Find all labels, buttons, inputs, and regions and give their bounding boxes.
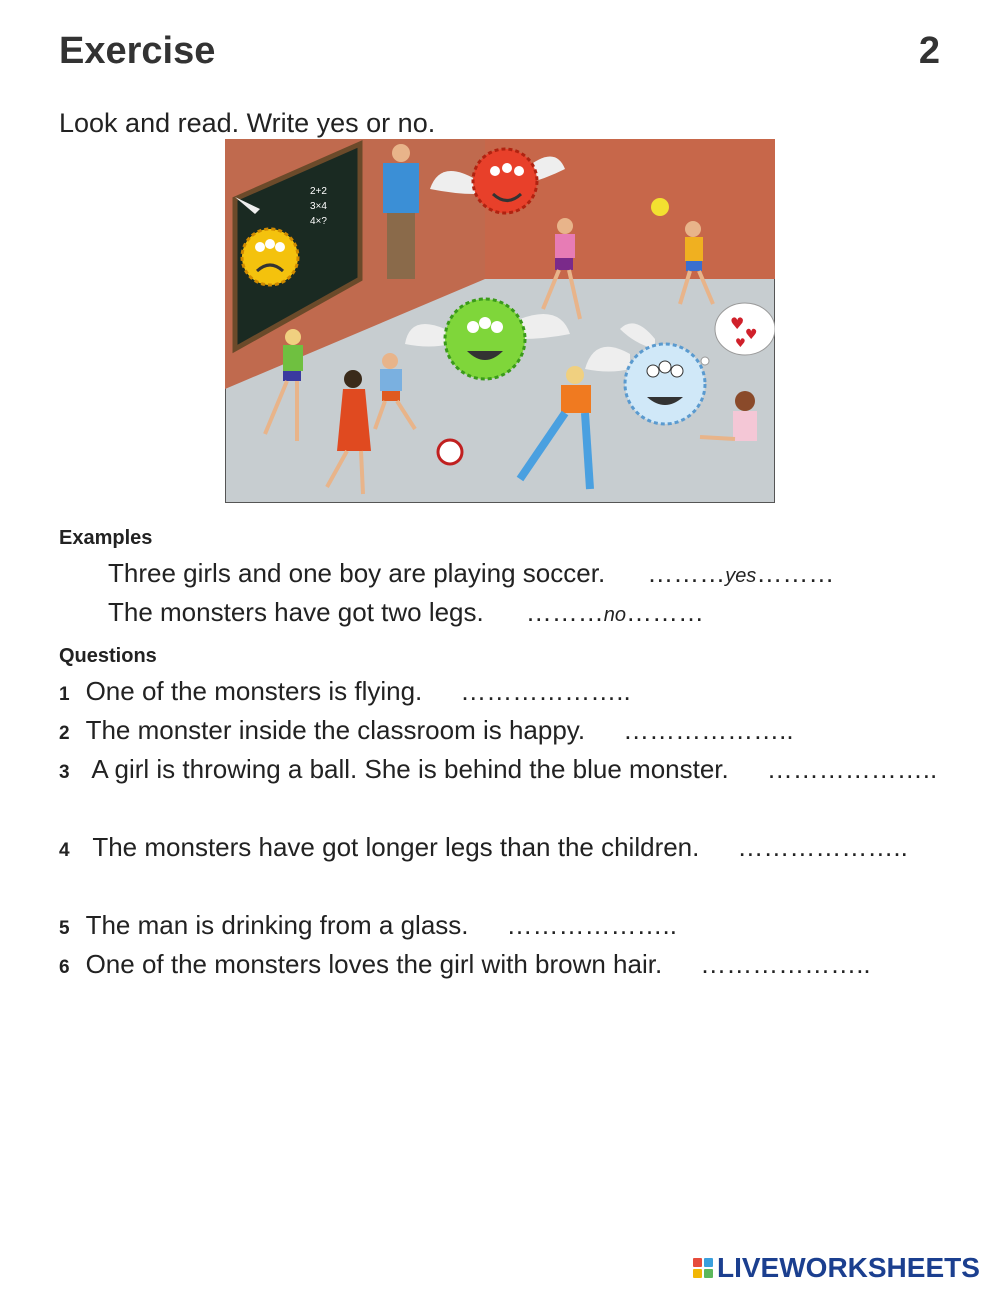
example-row [108,597,704,628]
soccer-ball [438,440,462,464]
question-row [59,672,940,714]
exercise-title: Exercise [59,30,216,72]
svg-text:♥: ♥ [735,336,746,350]
svg-text:♥: ♥ [745,327,758,343]
example-answer: no [603,604,626,626]
questions-label: Questions [59,645,157,667]
question-number: 2 [59,723,70,744]
question-text: One of the monsters loves the girl with brown hair. [85,949,663,979]
board-line-2: 3×4 [310,201,327,212]
example-sentence: The monsters have got two legs. [108,597,484,627]
question-text: The monster inside the classroom is happy. [85,715,586,745]
question-number: 5 [59,918,70,939]
answer-blank[interactable]: ……………….. [506,910,677,940]
example-answer: yes [725,565,757,587]
logo-tile [693,1269,702,1278]
question-number: 6 [59,957,70,978]
logo-tile [704,1269,713,1278]
question-row [59,945,940,987]
example-sentence: Three girls and one boy are playing soccer. [108,558,606,588]
question-text: The man is drinking from a glass. [85,910,469,940]
exercise-number: 2 [918,30,940,72]
logo-tile [693,1258,702,1267]
svg-text:♥: ♥ [730,314,745,333]
question-row [59,906,940,948]
question-text: A girl is throwing a ball. She is behind the blue monster. [91,754,729,784]
answer-blank[interactable]: ……………….. [766,754,938,784]
example-dots: ……… [525,597,604,627]
example-dots: ……… [626,597,704,627]
question-row [59,750,940,792]
question-row [59,828,940,870]
question-number: 3 [59,762,70,783]
answer-blank[interactable]: ……………….. [737,832,908,862]
example-dots: ……… [756,558,835,588]
logo-tile [704,1258,713,1267]
instruction-text: Look and read. Write yes or no. [59,108,436,138]
logo-text: LIVEWORKSHEETS [717,1252,980,1283]
examples-label: Examples [59,527,153,549]
yellow-ball [651,198,669,216]
classroom-illustration [225,139,775,503]
answer-blank[interactable]: ……………….. [700,949,871,979]
question-number: 1 [59,684,70,705]
question-text: One of the monsters is flying. [85,676,423,706]
logo-tiles-icon [693,1258,713,1278]
board-line-3: 4×? [310,216,327,227]
question-text: The monsters have got longer legs than the children. [92,832,700,862]
question-row [59,711,940,753]
example-row [108,558,834,589]
liveworksheets-logo [693,1252,980,1284]
example-dots: ……… [647,558,726,588]
answer-blank[interactable]: ……………….. [460,676,631,706]
teacher-figure [383,144,419,279]
board-line-1: 2+2 [310,186,327,197]
answer-blank[interactable]: ……………….. [623,715,794,745]
question-number: 4 [59,840,70,861]
